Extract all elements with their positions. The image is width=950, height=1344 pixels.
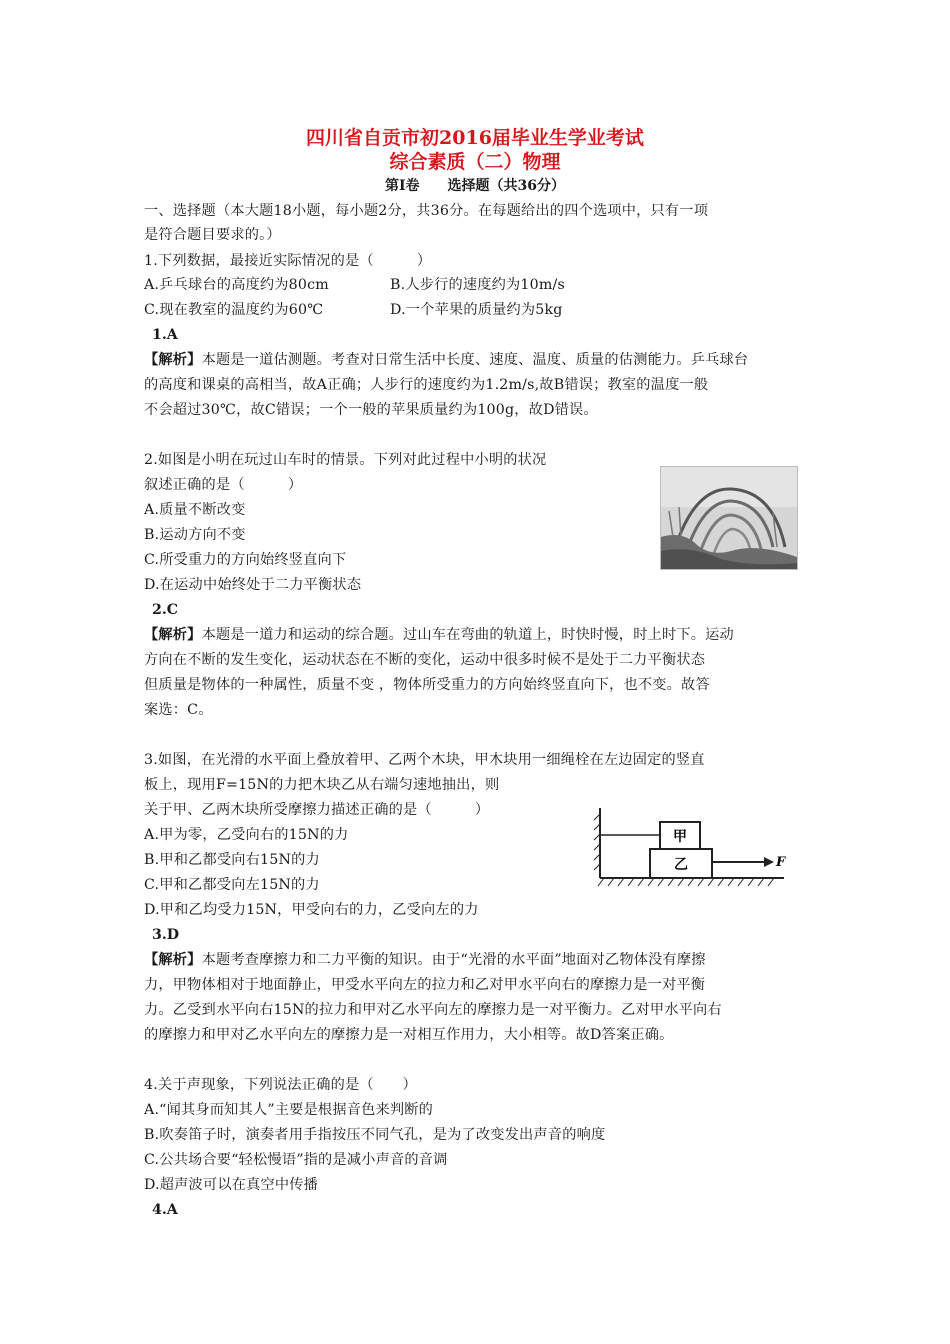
q1-option-c: C.现在教室的温度约为60℃ bbox=[144, 302, 324, 318]
block-jia-label: 甲 bbox=[673, 829, 687, 845]
analysis-text: 本题是一道力和运动的综合题。过山车在弯曲的轨道上，时快时慢，时上时下。运动 bbox=[201, 627, 734, 643]
q2-analysis-line-1 bbox=[144, 624, 734, 646]
q3-option-a: A.甲为零，乙受向右的15N的力 bbox=[144, 827, 349, 843]
q1-analysis-line-1 bbox=[144, 349, 748, 371]
q3-analysis-line-1 bbox=[144, 949, 706, 971]
q4-option-d: D.超声波可以在真空中传播 bbox=[144, 1177, 319, 1193]
q3-answer: 3.D bbox=[152, 927, 180, 943]
analysis-label: 【解析】 bbox=[144, 952, 202, 968]
q2-answer: 2.C bbox=[152, 602, 179, 618]
q2-analysis-line-4: 案选：C。 bbox=[144, 702, 213, 718]
q1-option-a: A.乒乓球台的高度约为80cm bbox=[144, 277, 329, 293]
section-title: 第Ⅰ卷 选择题（共36分） bbox=[384, 178, 566, 194]
q1-answer: 1.A bbox=[152, 327, 178, 343]
force-arrowhead-icon bbox=[764, 857, 774, 867]
q2-analysis-line-3: 但质量是物体的一种属性，质量不变 ，物体所受重力的方向始终竖直向下，也不变。故答 bbox=[144, 677, 710, 693]
q3-option-c: C.甲和乙都受向左15N的力 bbox=[144, 877, 320, 893]
q3-stem-line-1: 3.如图，在光滑的水平面上叠放着甲、乙两个木块，甲木块用一细绳栓在左边固定的竖直 bbox=[144, 752, 705, 768]
ground-hatching bbox=[598, 878, 774, 886]
q3-analysis-line-3: 力。乙受到水平向右15N的拉力和甲对乙水平向左的摩擦力是一对平衡力。乙对甲水平向右 bbox=[144, 1002, 722, 1018]
q1-analysis-line-2: 的高度和课桌的高相当，故A正确；人步行的速度约为1.2m/s,故B错误；教室的温度一般 bbox=[144, 377, 709, 393]
exam-title-line2: 综合素质（二）物理 bbox=[389, 151, 561, 173]
q3-stem-line-3: 关于甲、乙两木块所受摩擦力描述正确的是（ ） bbox=[144, 802, 490, 818]
q3-analysis-line-2: 力，甲物体相对于地面静止，甲受水平向左的拉力和乙对甲水平向右的摩擦力是一对平衡 bbox=[144, 977, 706, 993]
analysis-label: 【解析】 bbox=[144, 627, 202, 643]
q2-option-d: D.在运动中始终处于二力平衡状态 bbox=[144, 577, 362, 593]
roller-coaster-photo bbox=[660, 466, 798, 570]
intro-line-2: 是符合题目要求的。） bbox=[144, 227, 281, 243]
analysis-label: 【解析】 bbox=[144, 352, 202, 368]
q2-option-c: C.所受重力的方向始终竖直向下 bbox=[144, 552, 347, 568]
q4-answer: 4.A bbox=[152, 1202, 178, 1218]
q3-option-b: B.甲和乙都受向右15N的力 bbox=[144, 852, 320, 868]
analysis-text: 本题是一道估测题。考查对日常生活中长度、速度、温度、质量的估测能力。乒乓球台 bbox=[201, 352, 749, 368]
q3-option-d: D.甲和乙均受力15N，甲受向右的力，乙受向左的力 bbox=[144, 902, 479, 918]
q2-stem-line-2: 叙述正确的是（ ） bbox=[144, 477, 303, 493]
q2-option-a: A.质量不断改变 bbox=[144, 502, 246, 518]
q2-option-b: B.运动方向不变 bbox=[144, 527, 246, 543]
roller-coaster-drawing bbox=[661, 467, 797, 569]
force-label: F bbox=[776, 855, 786, 870]
q1-option-d: D.一个苹果的质量约为5kg bbox=[390, 302, 563, 318]
q2-stem-line-1: 2.如图是小明在玩过山车时的情景。下列对此过程中小明的状况 bbox=[144, 452, 547, 468]
q2-analysis-line-2: 方向在不断的发生变化，运动状态在不断的变化，运动中很多时候不是处于二力平衡状态 bbox=[144, 652, 706, 668]
q4-stem: 4.关于声现象，下列说法正确的是（ ） bbox=[144, 1077, 417, 1093]
q4-option-c: C.公共场合要“轻松慢语”指的是减小声音的音调 bbox=[144, 1152, 448, 1168]
analysis-text: 本题考查摩擦力和二力平衡的知识。由于“光滑的水平面”地面对乙物体没有摩擦 bbox=[201, 952, 706, 968]
block-yi-label: 乙 bbox=[674, 857, 688, 873]
q3-stem-line-2: 板上，现用F=15N的力把木块乙从右端匀速地抽出，则 bbox=[144, 777, 500, 793]
intro-line-1: 一、选择题（本大题18小题，每小题2分，共36分。在每题给出的四个选项中，只有一项 bbox=[144, 203, 709, 219]
exam-title-line1: 四川省自贡市初2016届毕业生学业考试 bbox=[306, 127, 644, 149]
friction-diagram bbox=[594, 806, 784, 890]
q4-option-b: B.吹奏笛子时，演奏者用手指按压不同气孔，是为了改变发出声音的响度 bbox=[144, 1127, 606, 1143]
q1-analysis-line-3: 不会超过30℃，故C错误；一个一般的苹果质量约为100g，故D错误。 bbox=[144, 402, 598, 418]
q3-analysis-line-4: 的摩擦力和甲对乙水平向左的摩擦力是一对相互作用力，大小相等。故D答案正确。 bbox=[144, 1027, 674, 1043]
q1-stem: 1.下列数据，最接近实际情况的是（ ） bbox=[144, 253, 432, 269]
q1-option-b: B.人步行的速度约为10m/s bbox=[390, 277, 566, 293]
q4-option-a: A.“闻其身而知其人”主要是根据音色来判断的 bbox=[144, 1102, 434, 1118]
